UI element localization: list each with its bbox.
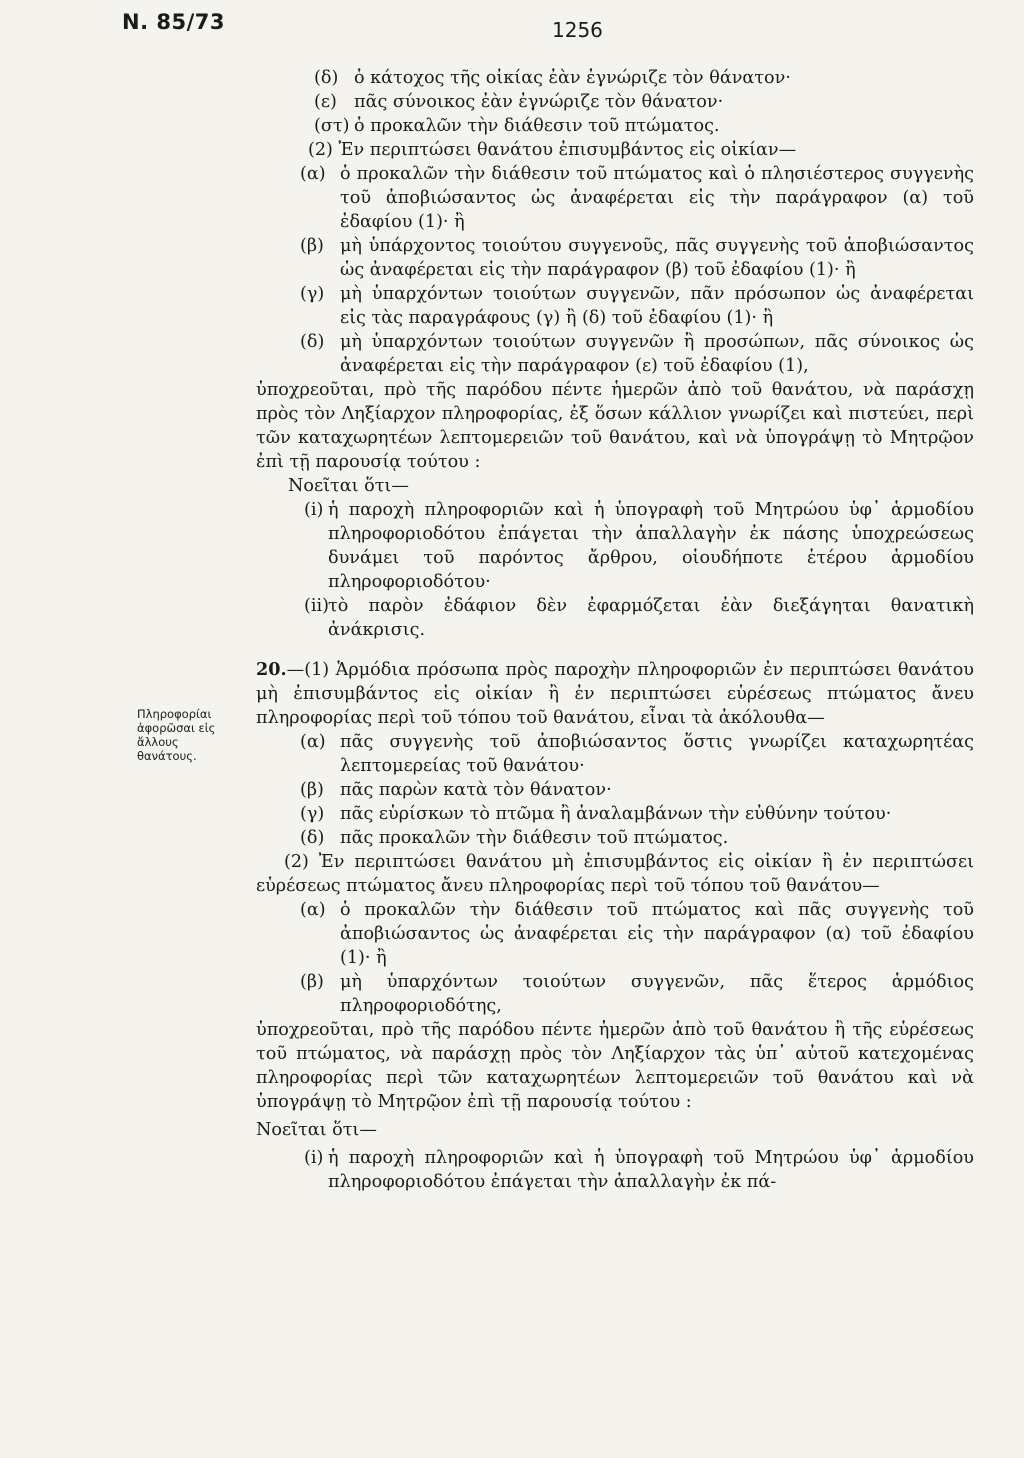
item-text: ἡ παροχὴ πληροφοριῶν καὶ ἡ ὑπογραφὴ τοῦ Μητρώου ὑφ᾽ ἁρμοδίου πληροφοριοδότου ἐπάγεται τὴν ἀπαλλαγὴν ἐκ πάσης ὑποχρεώσεως δυνάμει τοῦ παρόντος ἄρθρου, οἱουδήποτε ἑτέρου ἁρμοδίου πληροφοριοδότου·: [328, 500, 974, 592]
section-number: 20.: [256, 659, 287, 680]
item-marker: (i): [304, 1148, 324, 1168]
item-text: μὴ ὑπάρχοντος τοιούτου συγγενοῦς, πᾶς συγγενὴς τοῦ ἀποβιώσαντος ὡς ἀναφέρεται εἰς τὴν παράγραφον (β) τοῦ ἐδαφίου (1)· ἢ: [340, 236, 974, 280]
margin-note-line: Πληροφορίαι: [137, 707, 212, 721]
item-marker: (ε): [314, 92, 337, 112]
item-marker: (στ): [314, 116, 350, 136]
item-text: μὴ ὑπαρχόντων τοιούτων συγγενῶν, πᾶς ἕτερος ἁρμόδιος πληροφοριοδότης,: [340, 972, 974, 1016]
item-marker: (γ): [300, 804, 325, 824]
item-text: ἡ παροχὴ πληροφοριῶν καὶ ἡ ὑπογραφὴ τοῦ Μητρώου ὑφ᾽ ἁρμοδίου πληροφοριοδότου ἐπάγεται τὴν ἀπαλλαγὴν ἐκ πά-: [328, 1148, 974, 1192]
item-marker: (δ): [314, 68, 339, 88]
law-number: N. 85/73: [122, 10, 225, 34]
paragraph-item: [256, 282, 974, 330]
paragraph-item: [256, 114, 974, 138]
item-marker: (i): [304, 500, 324, 520]
item-text: πᾶς προκαλῶν τὴν διάθεσιν τοῦ πτώματος.: [340, 828, 729, 848]
item-marker: (β): [300, 972, 324, 992]
subsection-intro: (2) Ἐν περιπτώσει θανάτου ἐπισυμβάντος εἰς οἰκίαν—: [308, 140, 797, 160]
document-body: [256, 66, 974, 1194]
item-marker: (α): [300, 164, 326, 184]
item-text: τὸ παρὸν ἐδάφιον δὲν ἐφαρμόζεται ἐὰν διεξάγηται θανατικὴ ἀνάκρισις.: [328, 596, 974, 640]
margin-note-line: θανάτους.: [137, 749, 197, 763]
item-text: μὴ ὑπαρχόντων τοιούτων συγγενῶν, πᾶν πρόσωπον ὡς ἀναφέρεται εἰς τὰς παραγράφους (γ) ἢ (δ) τοῦ ἐδαφίου (1)· ἢ: [340, 284, 974, 328]
margin-note-line: ἄλλους: [137, 735, 179, 749]
paragraph-item: [256, 730, 974, 778]
obligation-text: ὑποχρεοῦται, πρὸ τῆς παρόδου πέντε ἡμερῶν ἀπὸ τοῦ θανάτου, νὰ παράσχῃ πρὸς τὸν Ληξίαρχον πληροφορίας, ἐξ ὅσων κάλλιον γνωρίζει καὶ πιστεύει, περὶ τῶν καταχωρητέων λεπτομερειῶν τοῦ θανάτου, καὶ νὰ ὑπογράψῃ τὸ Μητρῷον ἐπὶ τῇ παρουσίᾳ τούτου :: [256, 380, 974, 472]
section-20-intro: [256, 658, 974, 730]
paragraph-item: [256, 90, 974, 114]
paragraph-item: [256, 330, 974, 378]
item-text: πᾶς συγγενὴς τοῦ ἀποβιώσαντος ὅστις γνωρίζει καταχωρητέας λεπτομερείας τοῦ θανάτου·: [340, 732, 974, 776]
proviso-intro: Νοεῖται ὅτι—: [288, 476, 409, 496]
item-marker: (α): [300, 732, 326, 752]
paragraph-item: [256, 826, 974, 850]
item-marker: (β): [300, 780, 324, 800]
page-number: 1256: [552, 18, 603, 42]
item-marker: (γ): [300, 284, 325, 304]
proviso-item: [256, 1146, 974, 1194]
item-text: μὴ ὑπαρχόντων τοιούτων συγγενῶν ἢ προσώπων, πᾶς σύνοικος ὡς ἀναφέρεται εἰς τὴν παράγραφον (ε) τοῦ ἐδαφίου (1),: [340, 332, 974, 376]
subsection-intro: (2) Ἐν περιπτώσει θανάτου μὴ ἐπισυμβάντος εἰς οἰκίαν ἢ ἐν περιπτώσει εὑρέσεως πτώματος ἄνευ πληροφορίας περὶ τοῦ τόπου τοῦ θανάτου—: [256, 852, 974, 896]
margin-note: [137, 707, 247, 763]
item-marker: (β): [300, 236, 324, 256]
item-marker: (δ): [300, 332, 325, 352]
margin-note-line: ἀφορῶσαι εἰς: [137, 721, 216, 735]
item-text: πᾶς παρὼν κατὰ τὸν θάνατον·: [340, 780, 612, 800]
item-text: πᾶς εὑρίσκων τὸ πτῶμα ἢ ἀναλαμβάνων τὴν εὐθύνην τούτου·: [340, 804, 892, 824]
item-text: ὁ προκαλῶν τὴν διάθεσιν τοῦ πτώματος καὶ πᾶς συγγενὴς τοῦ ἀποβιώσαντος ὡς ἀναφέρεται εἰς τὴν παράγραφον (α) τοῦ ἐδαφίου (1)· ἢ: [340, 900, 974, 968]
paragraph-item: [256, 162, 974, 234]
item-text: ὁ προκαλῶν τὴν διάθεσιν τοῦ πτώματος καὶ ὁ πλησιέστερος συγγενὴς τοῦ ἀποβιώσαντος ὡς ἀναφέρεται εἰς τὴν παράγραφον (α) τοῦ ἐδαφίου (1)· ἢ: [340, 164, 974, 232]
proviso-intro: Νοεῖται ὅτι—: [256, 1120, 377, 1140]
paragraph-item: [256, 66, 974, 90]
paragraph-item: [256, 802, 974, 826]
item-marker: (δ): [300, 828, 325, 848]
item-text: ὁ προκαλῶν τὴν διάθεσιν τοῦ πτώματος.: [354, 116, 720, 136]
paragraph-item: [256, 898, 974, 970]
paragraph-item: [256, 234, 974, 282]
proviso-item: [256, 594, 974, 642]
section-intro-text: —(1) Ἁρμόδια πρόσωπα πρὸς παροχὴν πληροφοριῶν ἐν περιπτώσει θανάτου μὴ ἐπισυμβάντος εἰς οἰκίαν ἢ ἐν περιπτώσει εὑρέσεως πτώματος ἄνευ πληροφορίας περὶ τοῦ τόπου τοῦ θανάτου, εἶναι τὰ ἀκόλουθα—: [256, 660, 974, 728]
item-marker: (ii): [304, 596, 329, 616]
proviso-item: [256, 498, 974, 594]
paragraph-item: [256, 778, 974, 802]
item-marker: (α): [300, 900, 326, 920]
item-text: ὁ κάτοχος τῆς οἰκίας ἐὰν ἐγνώριζε τὸν θάνατον·: [354, 68, 791, 88]
paragraph-item: [256, 970, 974, 1018]
obligation-text: ὑποχρεοῦται, πρὸ τῆς παρόδου πέντε ἡμερῶν ἀπὸ τοῦ θανάτου ἢ τῆς εὑρέσεως τοῦ πτώματος, νὰ παράσχῃ πρὸς τὸν Ληξίαρχον τὰς ὑπ᾽ αὐτοῦ κατεχομένας πληροφορίας περὶ τῶν καταχωρητέων λεπτομερειῶν τοῦ θανάτου καὶ νὰ ὑπογράψῃ τὸ Μητρῷον ἐπὶ τῇ παρουσίᾳ τούτου :: [256, 1020, 974, 1112]
item-text: πᾶς σύνοικος ἐὰν ἐγνώριζε τὸν θάνατον·: [354, 92, 724, 112]
